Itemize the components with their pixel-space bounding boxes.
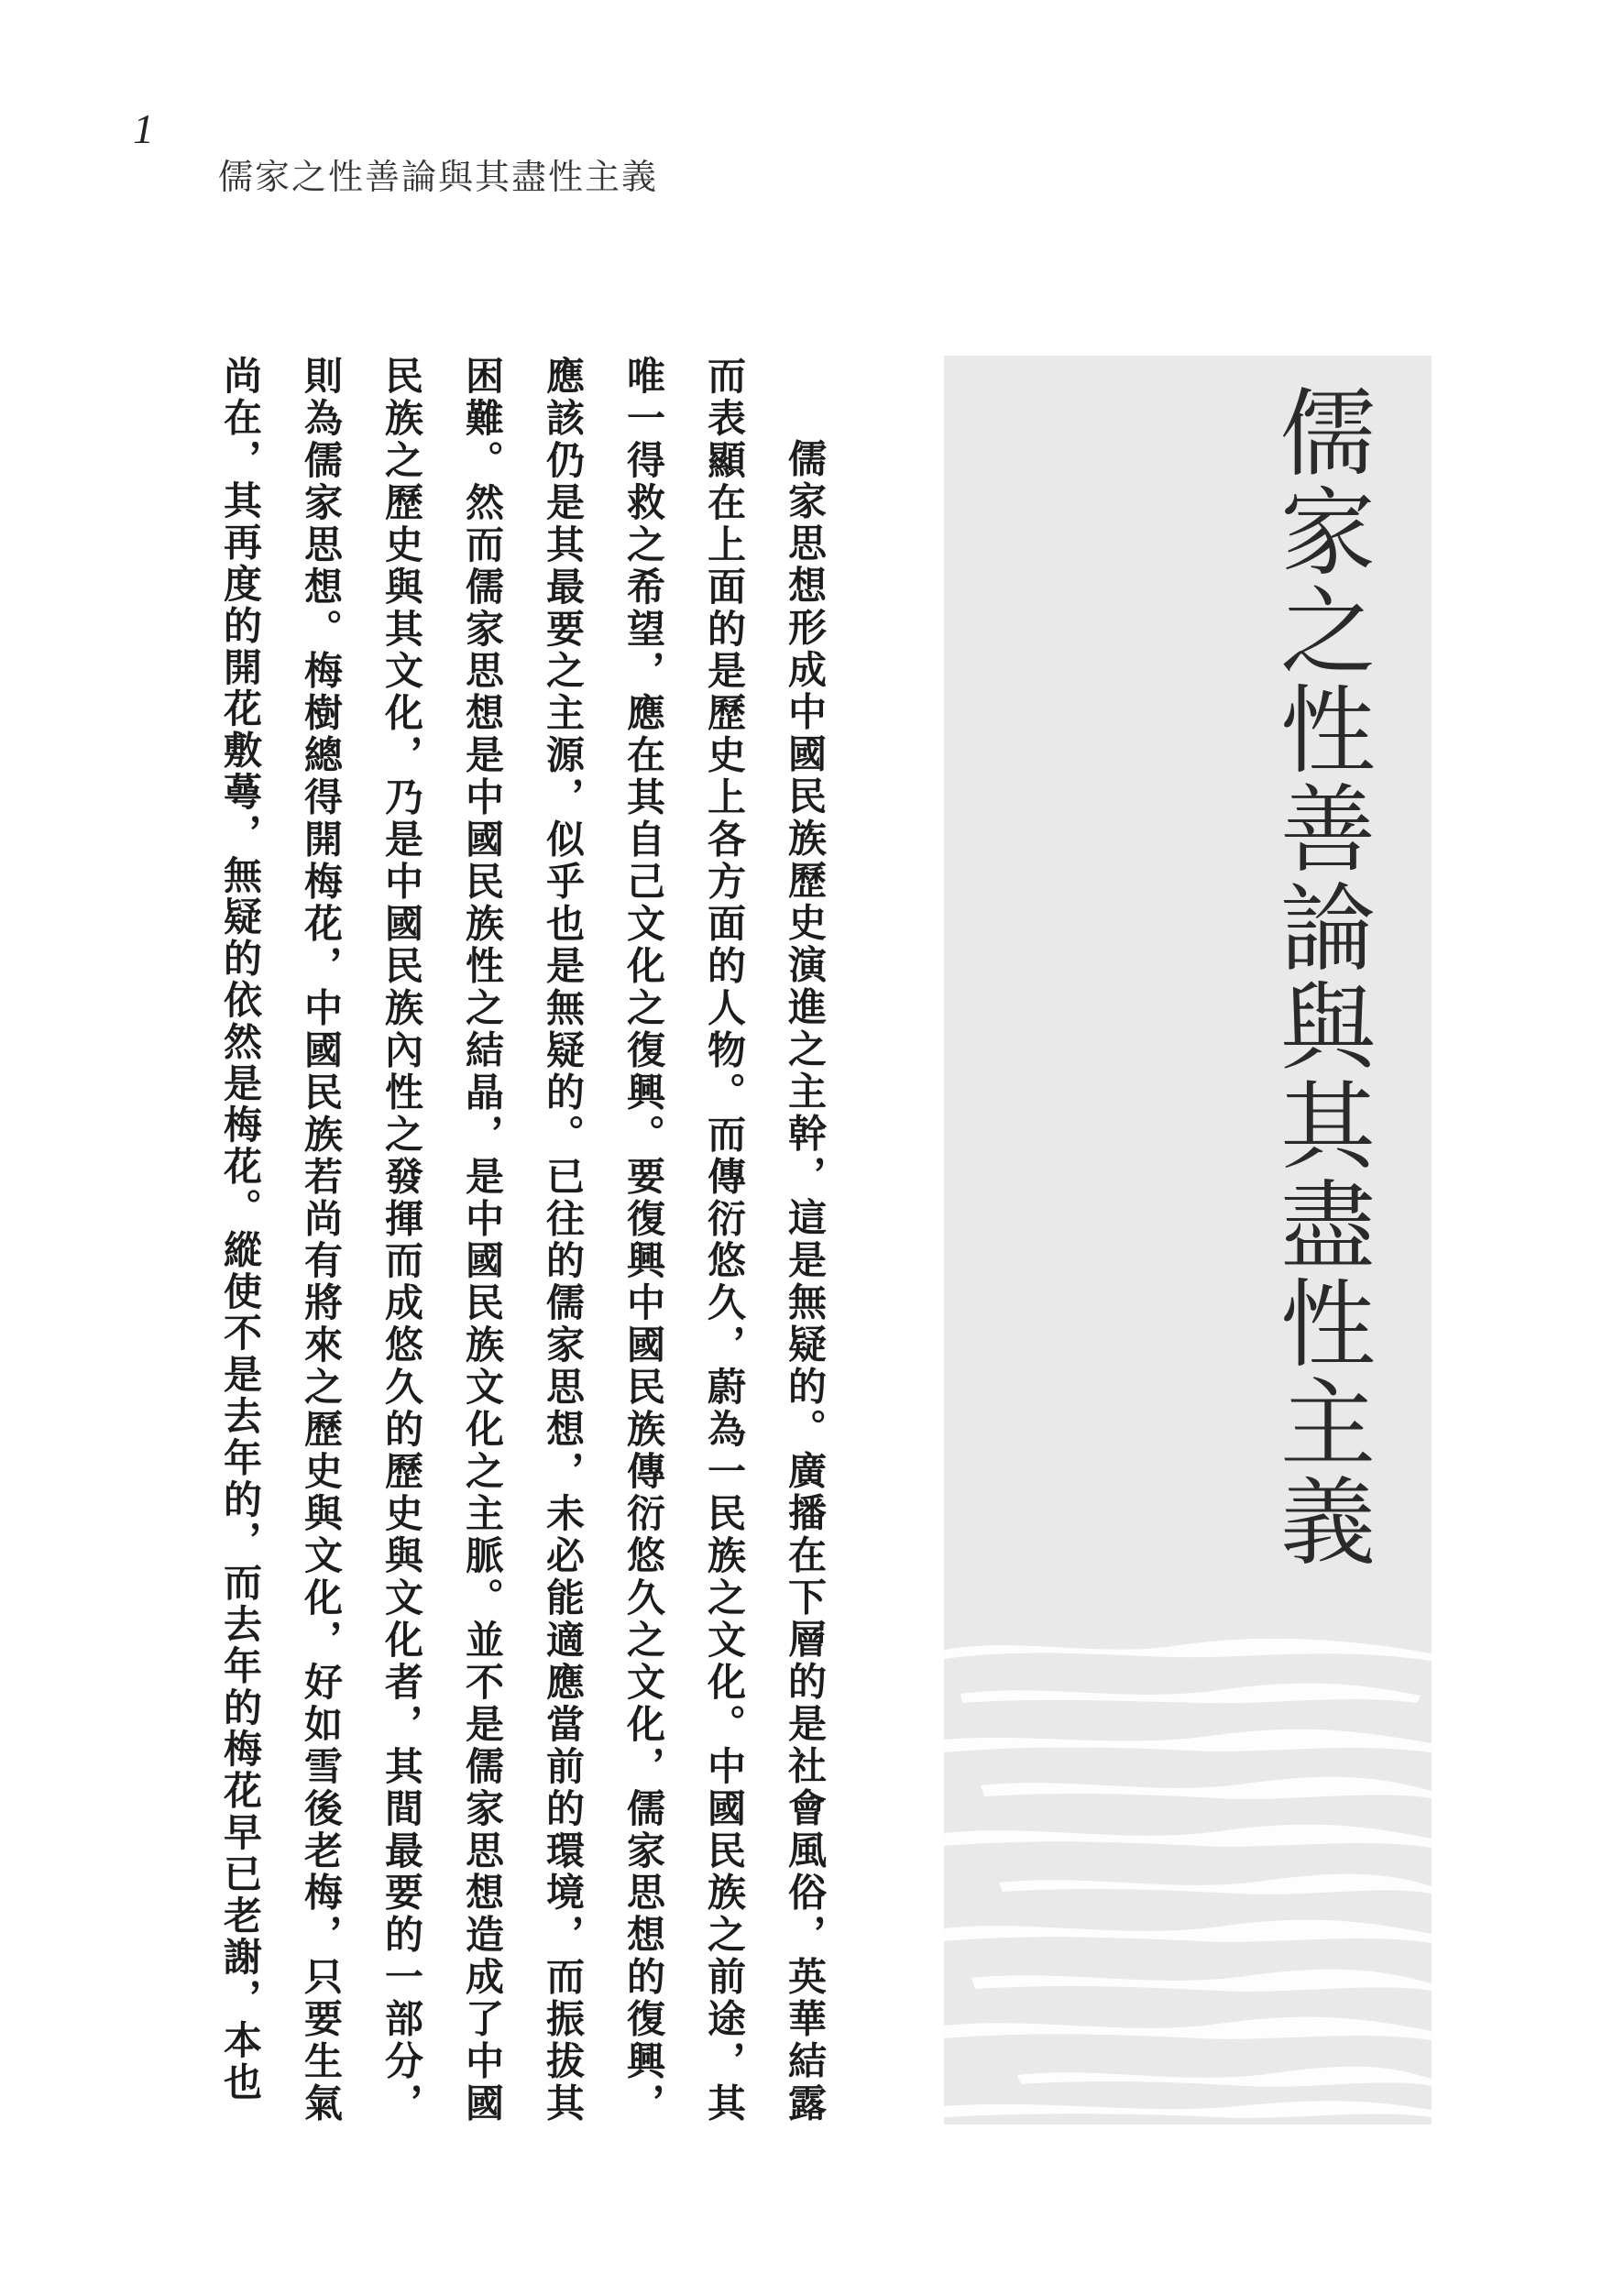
running-header: 儒家之性善論與其盡性主義 xyxy=(218,157,659,197)
chapter-title: 儒家之性善論與其盡性主義 xyxy=(1264,383,1376,1571)
body-paragraph-text: 儒家思想形成中國民族歷史演進之主幹，這是無疑的。廣播在下層的是社會風俗，英華結露而表顯在上面的是歷史上各方面的人物。而傳衍悠久，蔚為一民族之文化。中國民族之前途，其唯一得救之希望，應在其自己文化之復興。要復興中國民族傳衍悠久之文化，儒家思想的復興，應該仍是其最要之主源，似乎也是無疑的。已往的儒家思想，未必能適應當前的環境，而振拔其困難。然而儒家思想是中國民族性之結晶，是中國民族文化之主脈。並不是儒家思想造成了中國民族之歷史與其文化，乃是中國民族內性之發揮而成悠久的歷史與文化者，其間最要的一部分，則為儒家思想。梅樹總得開梅花，中國民族若尚有將來之歷史與文化，好如雪後老梅，只要生氣尚在，其再度的開花敷蕚，無疑的依然是梅花。縱使不是去年的，而去年的梅花早已老謝，本也 xyxy=(218,356,828,2125)
body-paragraph xyxy=(200,356,845,2125)
page-number: 1 xyxy=(133,105,154,152)
brush-stroke-decoration xyxy=(944,1630,1432,2125)
